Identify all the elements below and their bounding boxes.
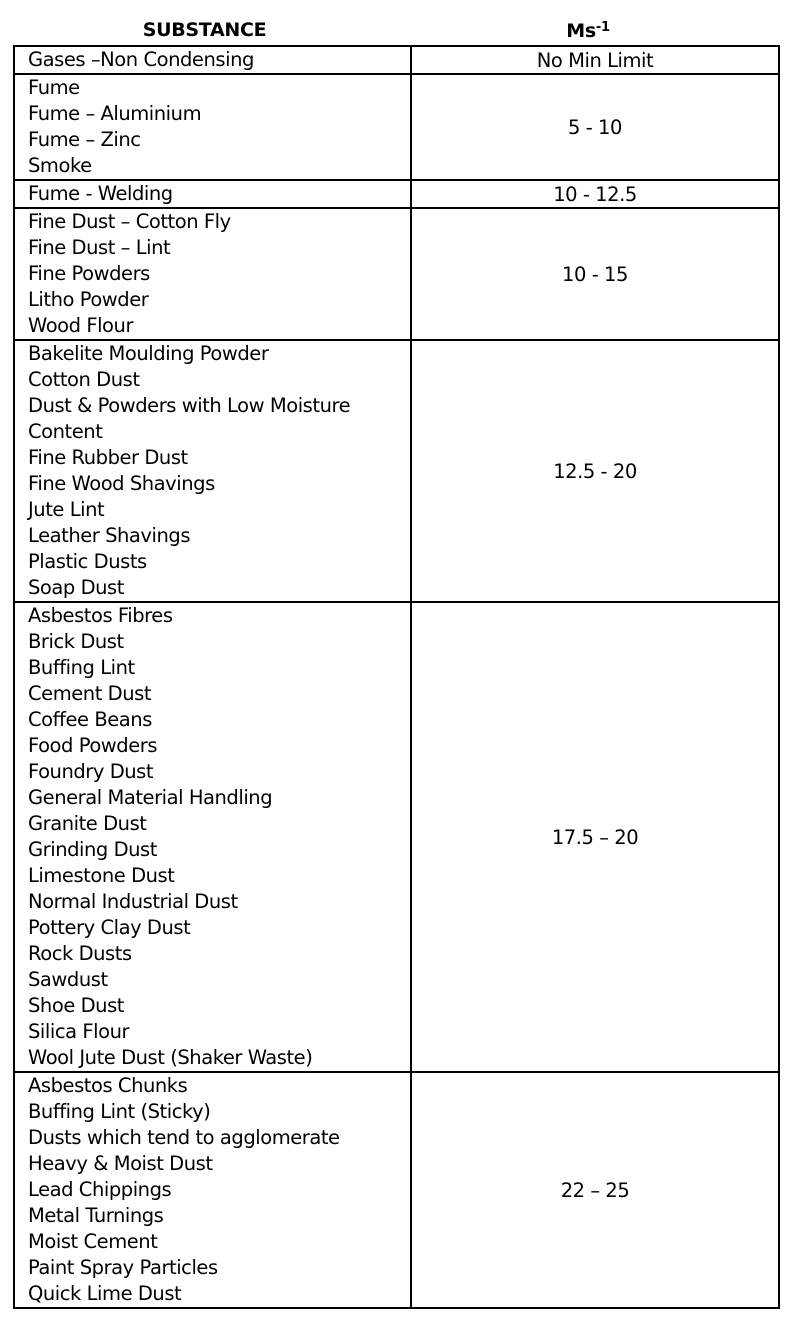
velocity-column-header: Ms $^{-1}$ bbox=[566, 20, 610, 42]
substance-item: Dust & Powders with Low Moisture bbox=[28, 394, 351, 417]
substance-item: Fume - Welding bbox=[28, 182, 173, 205]
substance-item: General Material Handling bbox=[28, 786, 273, 809]
substance-item: Heavy & Moist Dust bbox=[28, 1152, 213, 1175]
substance-item: Grinding Dust bbox=[28, 838, 157, 861]
substance-item: Rock Dusts bbox=[28, 942, 132, 965]
substance-item: Litho Powder bbox=[28, 288, 149, 311]
substance-item: Fine Powders bbox=[28, 262, 150, 285]
substance-item: Fume bbox=[28, 76, 80, 99]
substance-item: Dusts which tend to agglomerate bbox=[28, 1126, 340, 1149]
substance-item: Silica Flour bbox=[28, 1020, 130, 1043]
substance-item: Coffee Beans bbox=[28, 708, 152, 731]
substance-item: Wool Jute Dust (Shaker Waste) bbox=[28, 1046, 313, 1069]
substance-item: Plastic Dusts bbox=[28, 550, 147, 573]
substance-item: Pottery Clay Dust bbox=[28, 916, 191, 939]
substance-item: Content bbox=[28, 420, 103, 443]
substance-item: Granite Dust bbox=[28, 812, 147, 835]
substance-item: Fine Dust – Cotton Fly bbox=[28, 210, 231, 233]
substance-item: Limestone Dust bbox=[28, 864, 175, 887]
table-row bbox=[14, 180, 779, 208]
substance-item: Shoe Dust bbox=[28, 994, 124, 1017]
substance-item: Smoke bbox=[28, 154, 92, 177]
table-row bbox=[14, 602, 779, 1072]
table-row bbox=[14, 46, 779, 74]
substance-cell bbox=[14, 602, 411, 1072]
substance-item: Asbestos Chunks bbox=[28, 1074, 188, 1097]
substance-item: Metal Turnings bbox=[28, 1204, 164, 1227]
substance-item: Foundry Dust bbox=[28, 760, 154, 783]
substance-item: Fume – Aluminium bbox=[28, 102, 202, 125]
velocity-cell: 10 - 12.5 bbox=[411, 180, 779, 208]
substance-cell bbox=[14, 180, 411, 208]
velocity-cell: 12.5 - 20 bbox=[411, 340, 779, 602]
substance-item: Moist Cement bbox=[28, 1230, 158, 1253]
substance-item: Fine Rubber Dust bbox=[28, 446, 188, 469]
table-row bbox=[14, 208, 779, 340]
substance-item: Buffing Lint (Sticky) bbox=[28, 1100, 211, 1123]
substance-cell bbox=[14, 208, 411, 340]
substance-cell bbox=[14, 340, 411, 602]
substance-item: Asbestos Fibres bbox=[28, 604, 173, 627]
velocity-cell: 10 - 15 bbox=[411, 208, 779, 340]
velocity-cell: 5 - 10 bbox=[411, 74, 779, 180]
table-row bbox=[14, 1072, 779, 1308]
substance-item: Quick Lime Dust bbox=[28, 1282, 182, 1305]
substance-item: Cotton Dust bbox=[28, 368, 140, 391]
table-row bbox=[14, 74, 779, 180]
substance-item: Fume – Zinc bbox=[28, 128, 141, 151]
table-header bbox=[13, 10, 780, 46]
substance-item: Lead Chippings bbox=[28, 1178, 172, 1201]
substance-item: Leather Shavings bbox=[28, 524, 191, 547]
substance-cell bbox=[14, 46, 411, 74]
substance-item: Wood Flour bbox=[28, 314, 134, 337]
substance-item: Fine Dust – Lint bbox=[28, 236, 171, 259]
substance-item: Soap Dust bbox=[28, 576, 124, 599]
substance-item: Bakelite Moulding Powder bbox=[28, 342, 269, 365]
substance-item: Jute Lint bbox=[28, 498, 105, 521]
substance-item: Normal Industrial Dust bbox=[28, 890, 238, 913]
substance-item: Fine Wood Shavings bbox=[28, 472, 215, 495]
velocity-cell: No Min Limit bbox=[411, 46, 779, 74]
substance-cell bbox=[14, 1072, 411, 1308]
substance-item: Food Powders bbox=[28, 734, 158, 757]
substance-item: Gases –Non Condensing bbox=[28, 48, 254, 71]
velocity-unit-base: Ms bbox=[566, 20, 596, 42]
substance-cell bbox=[14, 74, 411, 180]
substance-item: Paint Spray Particles bbox=[28, 1256, 218, 1279]
substance-item: Brick Dust bbox=[28, 630, 124, 653]
substance-column-header: SUBSTANCE bbox=[142, 19, 267, 41]
substance-item: Buffing Lint bbox=[28, 656, 135, 679]
transport-velocity-table bbox=[13, 45, 780, 1309]
velocity-cell: 22 – 25 bbox=[411, 1072, 779, 1308]
table-row bbox=[14, 340, 779, 602]
substance-item: Cement Dust bbox=[28, 682, 152, 705]
velocity-cell: 17.5 – 20 bbox=[411, 602, 779, 1072]
substance-item: Sawdust bbox=[28, 968, 108, 991]
